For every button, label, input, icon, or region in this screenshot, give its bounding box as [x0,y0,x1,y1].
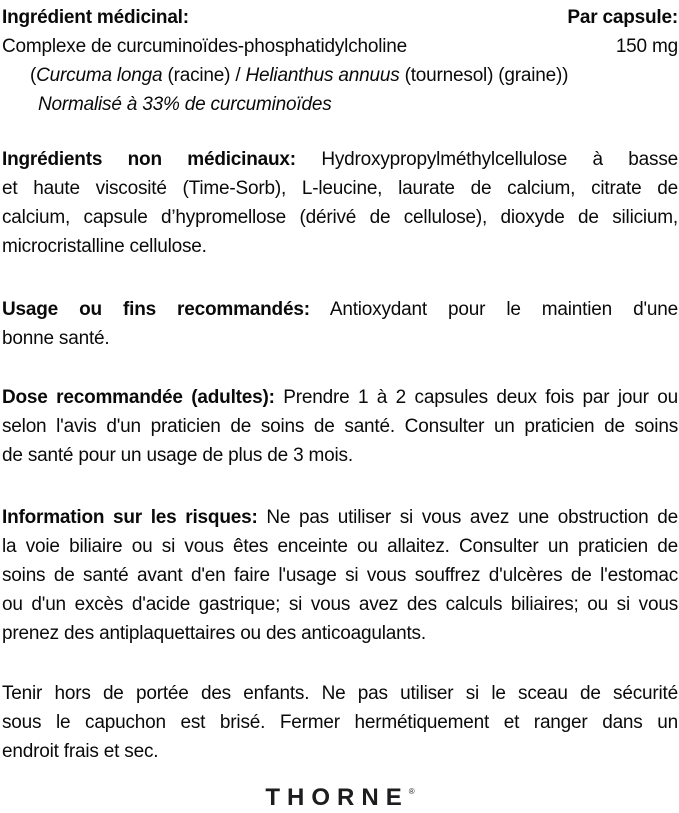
text-line: calcium, capsule d’hypromellose (dérivé de cellulose), dioxyde de silicium, [2,207,678,228]
medicinal-header-row [2,3,678,32]
per-capsule-heading: Par capsule: [567,7,678,28]
medicinal-ingredient-section [2,3,678,119]
storage-warning-section [2,679,678,766]
ingredient-amount-row [2,32,678,61]
text-line: Tenir hors de portée des enfants. Ne pas utiliser si le sceau de sécurité [2,683,678,704]
line-text: Prendre 1 à 2 capsules deux fois par jour ou [274,387,678,408]
recommended-use-section [2,295,678,353]
risk-information-section [2,503,678,648]
text-line: sous le capuchon est brisé. Fermer hermétiquement et ranger dans un [2,712,678,733]
recommended-dose-section [2,383,678,470]
medicinal-heading: Ingrédient médicinal: [2,7,189,28]
line-text: Hydroxypropylméthylcellulose à basse [295,149,678,170]
latin-name-curcuma: Curcuma longa [36,65,163,86]
text-line [2,503,678,532]
botanical-source-line [2,61,678,90]
thorne-wordmark: THORNE [265,784,409,811]
ingredient-amount: 150 mg [615,36,678,57]
ingredient-name: Complexe de curcuminoïdes-phosphatidylcholine [2,36,408,57]
text-line: soins de santé avant d'en faire l'usage si vous souffrez d'ulcères de l'estomac [2,565,678,586]
latin-name-helianthus: Helianthus annuus [245,65,400,86]
recommended-dose-label: Dose recommandée (adultes): [2,387,275,408]
text-line [2,295,678,324]
text-line: endroit frais et sec. [2,741,159,762]
brand-logo [2,779,678,813]
plant-part-racine: (racine) / [162,65,246,86]
text-line [2,145,678,174]
registered-trademark-icon: ® [408,787,415,796]
line-text: Antioxydant pour le maintien d'une [309,299,678,320]
text-line: de santé pour un usage de plus de 3 mois. [2,445,353,466]
text-line: microcristalline cellulose. [2,236,207,257]
risk-information-label: Information sur les risques: [2,507,258,528]
recommended-use-label: Usage ou fins recommandés: [2,299,310,320]
text-line: la voie biliaire ou si vous êtes enceinte ou allaitez. Consulter un praticien de [2,536,678,557]
text-line: et haute viscosité (Time-Sorb), L-leucine, laurate de calcium, citrate de [2,178,678,199]
standardization-line: Normalisé à 33% de curcuminoïdes [38,94,332,115]
text-line: ou d'un excès d'acide gastrique; si vous avez des calculs biliaires; ou si vous [2,594,678,615]
text-line: selon l'avis d'un praticien de soins de santé. Consulter un praticien de soins [2,416,678,437]
line-text: Ne pas utiliser si vous avez une obstruction de [257,507,678,528]
non-medicinal-section [2,145,678,261]
non-medicinal-label: Ingrédients non médicinaux: [2,149,296,170]
text-line: bonne santé. [2,328,110,349]
plant-part-graine: (tournesol) (graine)) [399,65,569,86]
text-line: prenez des antiplaquettaires ou des anticoagulants. [2,623,426,644]
text-line [2,383,678,412]
paren-open: ( [30,65,37,86]
